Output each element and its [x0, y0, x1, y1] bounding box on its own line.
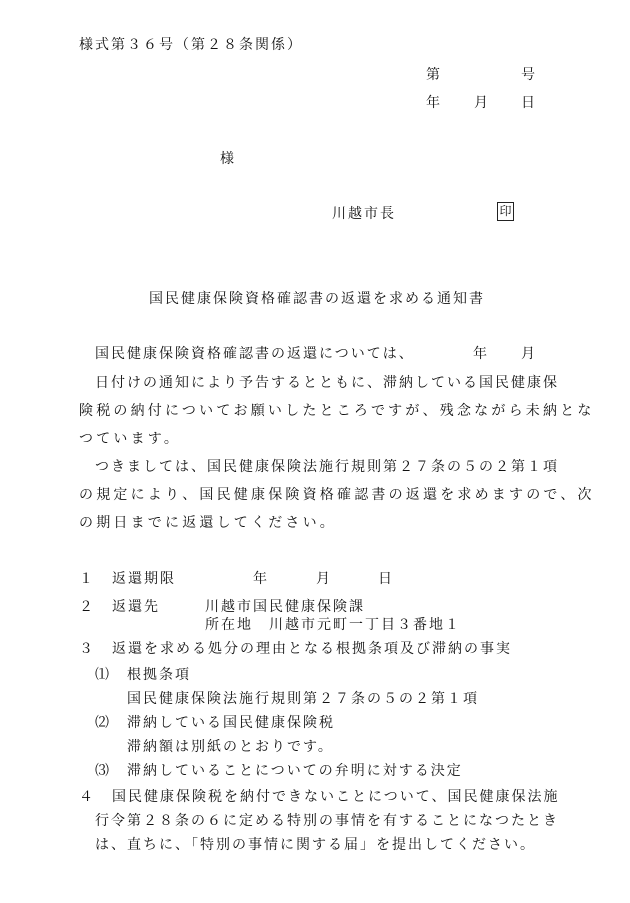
date-year: 年	[426, 95, 442, 111]
item3-3-number: ⑶	[95, 763, 111, 779]
item1-year: 年	[253, 571, 269, 587]
item1-month: 月	[316, 571, 332, 587]
form-number: 様式第３６号（第２８条関係）	[79, 37, 303, 53]
item3-2-value: 滞納額は別紙のとおりです。	[127, 739, 334, 755]
body-paragraph2-line3: の期日までに返還してください。	[79, 515, 337, 531]
issuer-name: 川越市長	[332, 206, 396, 222]
item3-2-label: 滞納している国民健康保険税	[127, 715, 335, 731]
seal-stamp: 印	[497, 202, 514, 221]
item3-1-label: 根拠条項	[127, 667, 191, 683]
item4-line2: 行令第２８条の６に定める特別の事情を有することになつたとき	[95, 813, 559, 829]
document-title: 国民健康保険資格確認書の返還を求める通知書	[149, 291, 485, 307]
body-paragraph1-month: 月	[521, 346, 537, 362]
item1-number: １	[79, 571, 95, 587]
document-number-prefix: 第	[426, 67, 442, 83]
body-paragraph2-line2: の規定により、国民健康保険資格確認書の返還を求めますので、次	[79, 487, 595, 503]
body-paragraph2-line1: つきましては、国民健康保険法施行規則第２７条の５の２第１項	[95, 459, 559, 475]
item2-number: ２	[79, 599, 95, 615]
item3-1-number: ⑴	[95, 667, 111, 683]
document-number-suffix: 号	[521, 67, 537, 83]
item2-address: 所在地 川越市元町一丁目３番地１	[205, 617, 461, 633]
body-paragraph1-year: 年	[473, 346, 489, 362]
item2-label: 返還先	[112, 599, 160, 615]
item4-line3: は、直ちに、「特別の事情に関する届」を提出してください。	[95, 837, 536, 853]
item3-3-label: 滞納していることについての弁明に対する決定	[127, 763, 463, 779]
item2-value: 川越市国民健康保険課	[205, 599, 365, 615]
item4-number: ４	[79, 789, 95, 805]
item1-label: 返還期限	[112, 571, 176, 587]
date-day: 日	[521, 95, 537, 111]
item3-2-number: ⑵	[95, 715, 111, 731]
body-paragraph1-line4: つています。	[79, 431, 182, 447]
item1-day: 日	[378, 571, 394, 587]
addressee-suffix: 様	[220, 151, 236, 167]
date-month: 月	[474, 95, 490, 111]
body-paragraph1-line3: 険税の納付についてお願いしたところですが、残念ながら未納とな	[79, 403, 595, 419]
body-paragraph1-line1: 国民健康保険資格確認書の返還については、	[95, 346, 415, 362]
item4-line1: 国民健康保険税を納付できないことについて、国民健康保法施	[112, 789, 560, 805]
body-paragraph1-line2: 日付けの通知により予告するとともに、滞納している国民健康保	[95, 375, 559, 391]
item3-1-value: 国民健康保険法施行規則第２７条の５の２第１項	[127, 691, 479, 707]
item3-number: ３	[79, 641, 95, 657]
item3-label: 返還を求める処分の理由となる根拠条項及び滞納の事実	[112, 641, 512, 657]
